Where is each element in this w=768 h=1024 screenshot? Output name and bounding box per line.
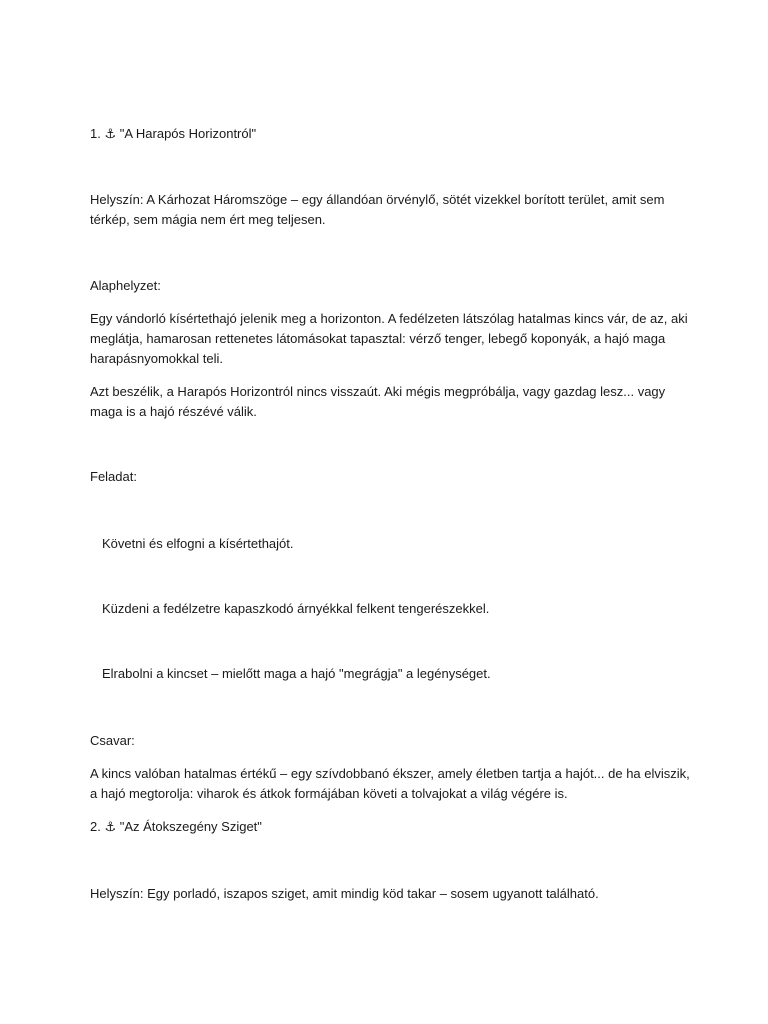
- twist-paragraph: A kincs valóban hatalmas értékű – egy szívdobbanó ékszer, amely életben tartja a hajót... de ha elviszik, a hajó megtorolja: viharok és átkok formájában követi a tolvajokat a világ végére is.: [90, 766, 690, 801]
- task-item: Küzdeni a fedélzetre kapaszkodó árnyékkal felkent tengerészekkel.: [102, 601, 490, 616]
- situation-paragraph: Egy vándorló kísértethajó jelenik meg a horizonton. A fedélzeten látszólag hatalmas kincs vár, de az, aki meglátja, hamarosan rettenetes látomásokat tapasztal: vérző tenger, lebegő koponyák, a hajó maga harapásnyomokkal teli.: [90, 311, 688, 366]
- task-item: Elrabolni a kincset – mielőtt maga a hajó "megrágja" a legénységet.: [102, 666, 491, 681]
- situation-label: Alaphelyzet:: [90, 278, 161, 293]
- location-paragraph: Helyszín: Egy porladó, iszapos sziget, amit mindig köd takar – sosem ugyanott található.: [90, 886, 599, 901]
- task-label: Feladat:: [90, 469, 137, 484]
- location-paragraph: Helyszín: A Kárhozat Háromszöge – egy állandóan örvénylő, sötét vizekkel borított terület, amit sem térkép, sem mágia nem ért meg teljesen.: [90, 192, 665, 227]
- section-heading: 1. ⚓ "A Harapós Horizontról": [90, 126, 257, 141]
- task-item: Követni és elfogni a kísértethajót.: [102, 536, 294, 551]
- section-heading: 2. ⚓ "Az Átokszegény Sziget": [90, 819, 262, 834]
- twist-label: Csavar:: [90, 733, 135, 748]
- situation-paragraph: Azt beszélik, a Harapós Horizontról nincs visszaút. Aki mégis megpróbálja, vagy gazdag lesz... vagy maga is a hajó részévé válik.: [90, 384, 666, 419]
